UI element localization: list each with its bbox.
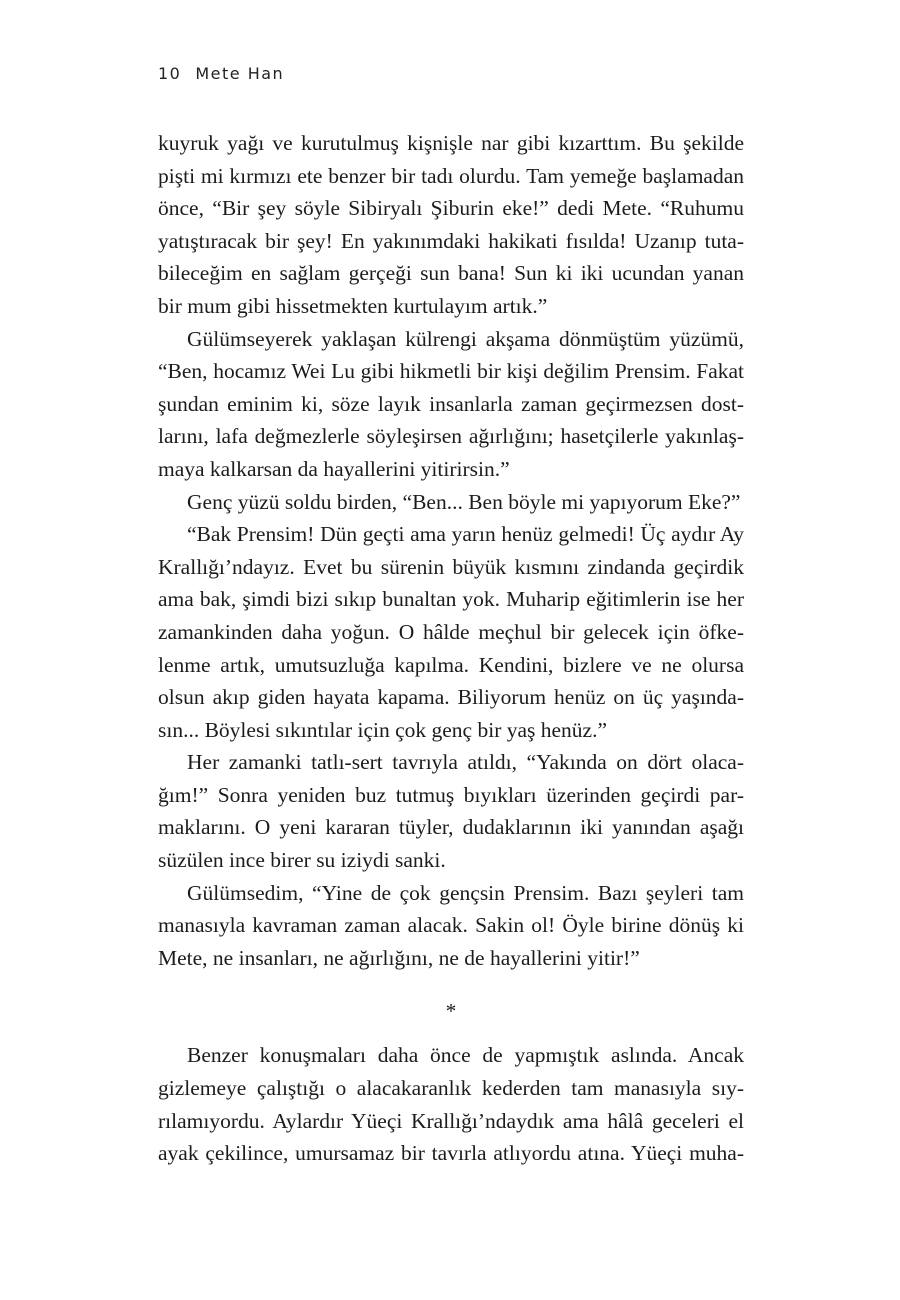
- text-line: rılamıyordu. Aylardır Yüeçi Krallığı’ndaydık ama hâlâ geceleri el: [158, 1108, 744, 1133]
- text-line: zamankinden daha yoğun. O hâlde meçhul bir gelecek için öfke-: [158, 619, 744, 644]
- text-line: Benzer konuşmaları daha önce de yapmıştık aslında. Ancak: [187, 1043, 744, 1068]
- paragraph: [158, 323, 744, 486]
- page-number: 10: [158, 64, 182, 83]
- text-line: Her zamanki tatlı-sert tavrıyla atıldı, “Yakında on dört olaca-: [187, 750, 744, 775]
- text-line: Gülümsedim, “Yine de çok gençsin Prensim. Bazı şeyleri tam: [187, 880, 744, 905]
- text-line: sın... Böylesi sıkıntılar için çok genç bir yaş henüz.”: [158, 717, 608, 742]
- paragraph: [158, 746, 744, 876]
- text-line: Krallığı’ndayız. Evet bu sürenin büyük kısmını zindanda geçirdik: [158, 554, 744, 579]
- text-line: yatıştıracak bir şey! En yakınımdaki hakikati fısılda! Uzanıp tuta-: [158, 228, 744, 253]
- text-line: maya kalkarsan da hayallerini yitirirsin.”: [158, 456, 510, 481]
- text-line: önce, “Bir şey söyle Sibiryalı Şiburin eke!” dedi Mete. “Ruhumu: [158, 196, 744, 221]
- text-line: Mete, ne insanları, ne ağırlığını, ne de hayallerini yitir!”: [158, 945, 640, 970]
- text-line: bileceğim en sağlam gerçeği sun bana! Sun ki iki ucundan yanan: [158, 261, 744, 286]
- text-line: manasıyla kavraman zaman alacak. Sakin ol! Öyle birine dönüş ki: [158, 913, 744, 938]
- section-separator: *: [445, 999, 457, 1024]
- text-line: maklarını. O yeni kararan tüyler, dudaklarının iki yanından aşağı: [158, 815, 744, 840]
- body-text: [158, 127, 744, 1170]
- text-line: kuyruk yağı ve kurutulmuş kişnişle nar gibi kızarttım. Bu şekilde: [158, 131, 744, 155]
- text-line: pişti mi kırmızı ete benzer bir tadı olurdu. Tam yemeğe başlamadan: [158, 163, 744, 188]
- text-line: bir mum gibi hissetmekten kurtulayım artık.”: [158, 293, 548, 318]
- running-title: Mete Han: [195, 64, 285, 83]
- running-header: [158, 64, 284, 83]
- text-line: ama bak, şimdi bizi sıkıp bunaltan yok. Muharip eğitimlerin ise her: [158, 587, 744, 612]
- text-line: olsun akıp giden hayata kapama. Biliyorum henüz on üç yaşında-: [158, 685, 744, 710]
- paragraph: [158, 518, 744, 746]
- text-line: Genç yüzü soldu birden, “Ben... Ben böyle mi yapıyorum Eke?”: [187, 489, 741, 514]
- text-line: şundan eminim ki, söze layık insanlarla zaman geçirmezsen dost-: [158, 391, 744, 416]
- text-line: larını, lafa değmezlerle söyleşirsen ağırlığını; hasetçilerle yakınlaş-: [158, 424, 744, 449]
- text-line: ğım!” Sonra yeniden buz tutmuş bıyıkları üzerinden geçirdi par-: [158, 782, 744, 807]
- paragraph: [158, 877, 744, 975]
- text-line: lenme artık, umutsuzluğa kapılma. Kendini, bizlere ve ne olursa: [158, 652, 744, 677]
- text-line: ayak çekilince, umursamaz bir tavırla atlıyordu atına. Yüeçi muha-: [158, 1141, 744, 1166]
- paragraph: [158, 486, 744, 519]
- paragraph: [158, 1039, 744, 1169]
- text-line: “Ben, hocamız Wei Lu gibi hikmetli bir kişi değilim Prensim. Fakat: [158, 359, 744, 384]
- text-line: gizlemeye çalıştığı o alacakaranlık kederden tam manasıyla sıy-: [158, 1076, 744, 1101]
- paragraph: [158, 127, 744, 323]
- text-line: süzülen ince birer su iziydi sanki.: [158, 848, 446, 873]
- text-line: Gülümseyerek yaklaşan külrengi akşama dönmüştüm yüzümü,: [187, 326, 744, 351]
- text-line: “Bak Prensim! Dün geçti ama yarın henüz gelmedi! Üç aydır Ay: [187, 522, 744, 547]
